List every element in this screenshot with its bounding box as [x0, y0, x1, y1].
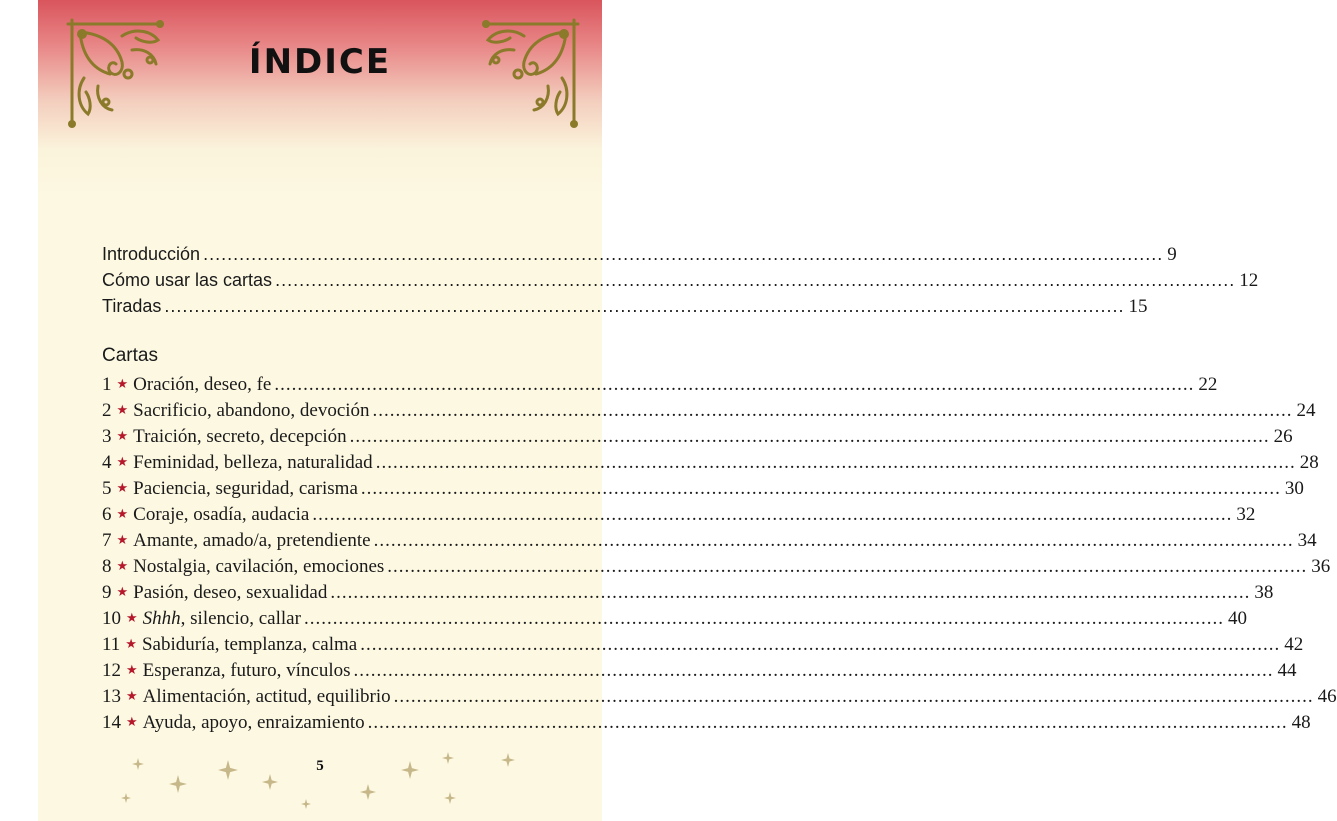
card-number: 11 — [102, 634, 121, 655]
card-label — [133, 425, 347, 449]
dot-leader: ................................................................................................................................................................ — [349, 426, 1270, 447]
toc-entry-page: 9 — [1167, 244, 1177, 265]
card-number: 5 — [102, 478, 112, 499]
card-page: 26 — [1273, 426, 1293, 447]
card-page: 28 — [1299, 452, 1319, 473]
card-label — [133, 555, 384, 579]
page-title: ÍNDICE — [248, 42, 392, 82]
card-label — [133, 503, 309, 527]
red-star-icon: ★ — [116, 454, 129, 469]
card-entry[interactable] — [102, 477, 1304, 501]
dot-leader: ................................................................................................................................................................ — [360, 478, 1281, 499]
red-star-icon: ★ — [116, 558, 129, 573]
card-label — [133, 373, 271, 397]
toc-entry-page: 15 — [1128, 296, 1148, 317]
card-page: 22 — [1198, 374, 1218, 395]
dot-leader: ................................................................................................................................................................ — [203, 244, 1164, 264]
red-star-icon: ★ — [116, 376, 129, 391]
gold-star-icon — [442, 752, 454, 764]
card-number: 13 — [102, 686, 121, 707]
gold-star-icon — [360, 784, 376, 800]
card-page: 24 — [1296, 400, 1316, 421]
card-label — [143, 607, 301, 631]
dot-leader: ................................................................................................................................................................ — [275, 270, 1236, 290]
red-star-icon: ★ — [126, 688, 138, 703]
dot-leader: ................................................................................................................................................................ — [367, 712, 1288, 733]
card-number: 12 — [102, 660, 121, 681]
gold-star-icon — [262, 774, 278, 790]
card-label-text: Sabiduría, templanza, calma — [141, 634, 358, 655]
card-entry[interactable] — [102, 581, 1274, 605]
gold-star-icon — [121, 793, 131, 803]
gold-star-icon — [501, 753, 515, 767]
card-label-text: , silencio, callar — [180, 608, 301, 629]
card-entry[interactable] — [102, 425, 1293, 449]
card-number: 9 — [102, 582, 112, 603]
dot-leader: ................................................................................................................................................................ — [373, 530, 1294, 551]
dot-leader: ................................................................................................................................................................ — [330, 582, 1251, 603]
toc-entry[interactable] — [102, 268, 1259, 292]
card-label — [133, 477, 358, 501]
card-number: 8 — [102, 556, 112, 577]
card-number: 10 — [102, 608, 121, 629]
dot-leader: ................................................................................................................................................................ — [372, 400, 1293, 421]
card-number: 6 — [102, 504, 112, 525]
card-label-text: Esperanza, futuro, vínculos — [142, 660, 351, 681]
red-star-icon: ★ — [126, 714, 138, 729]
card-page: 48 — [1291, 712, 1311, 733]
card-entry[interactable] — [102, 659, 1297, 683]
card-label-text: Sacrificio, abandono, devoción — [133, 400, 370, 421]
card-label-text: Alimentación, actitud, equilibrio — [142, 686, 391, 707]
card-label — [143, 711, 365, 735]
red-star-icon: ★ — [116, 480, 129, 495]
card-page: 38 — [1254, 582, 1274, 603]
dot-leader: ................................................................................................................................................................ — [303, 608, 1224, 629]
card-entry[interactable] — [102, 529, 1317, 553]
toc-entry-label: Introducción — [102, 244, 201, 264]
card-page: 30 — [1284, 478, 1304, 499]
dot-leader: ................................................................................................................................................................ — [393, 686, 1314, 707]
card-page: 36 — [1311, 556, 1331, 577]
dot-leader: ................................................................................................................................................................ — [164, 296, 1125, 316]
toc-entry-label: Tiradas — [102, 296, 162, 316]
card-label-text: Coraje, osadía, audacia — [133, 504, 310, 525]
gold-stars-decoration-icon — [38, 740, 602, 821]
gold-star-icon — [444, 792, 456, 804]
card-label — [133, 581, 327, 605]
card-label — [143, 659, 351, 683]
red-star-icon: ★ — [116, 402, 129, 417]
red-star-icon: ★ — [126, 662, 138, 677]
card-page: 44 — [1277, 660, 1297, 681]
card-number: 3 — [102, 426, 112, 447]
card-number: 14 — [102, 712, 121, 733]
card-label-text: Oración, deseo, fe — [133, 374, 272, 395]
card-label — [143, 685, 391, 709]
card-entry[interactable] — [102, 685, 1337, 709]
card-page: 32 — [1236, 504, 1256, 525]
card-entry[interactable] — [102, 555, 1331, 579]
gold-star-icon — [218, 760, 238, 780]
section-heading-cartas: Cartas — [102, 345, 158, 366]
card-label — [133, 529, 370, 553]
card-page: 40 — [1227, 608, 1247, 629]
red-star-icon: ★ — [116, 506, 129, 521]
toc-entry-label: Cómo usar las cartas — [102, 270, 273, 290]
card-page: 42 — [1284, 634, 1304, 655]
red-star-icon: ★ — [126, 610, 138, 625]
card-page: 46 — [1317, 686, 1337, 707]
card-entry[interactable] — [102, 711, 1311, 735]
gold-star-icon — [401, 761, 419, 779]
toc-entry[interactable] — [102, 242, 1177, 266]
card-label-text: Nostalgia, cavilación, emociones — [133, 556, 385, 577]
page-number: 5 — [316, 758, 324, 774]
dot-leader: ................................................................................................................................................................ — [353, 660, 1274, 681]
gold-star-icon — [301, 799, 311, 809]
card-number: 1 — [102, 374, 112, 395]
card-label-text: Pasión, deseo, sexualidad — [133, 582, 328, 603]
dot-leader: ................................................................................................................................................................ — [375, 452, 1296, 473]
card-entry[interactable] — [102, 373, 1218, 397]
card-page: 34 — [1297, 530, 1317, 551]
red-star-icon: ★ — [116, 428, 129, 443]
book-page — [38, 0, 1337, 821]
card-label-text: Paciencia, seguridad, carisma — [133, 478, 358, 499]
card-entry[interactable] — [102, 451, 1319, 475]
gold-star-icon — [132, 758, 144, 770]
dot-leader: ................................................................................................................................................................ — [360, 634, 1281, 655]
red-star-icon: ★ — [116, 584, 129, 599]
toc-entry-page: 12 — [1239, 270, 1259, 291]
card-label-text: Amante, amado/a, pretendiente — [133, 530, 371, 551]
card-label — [133, 399, 369, 423]
card-entry[interactable] — [102, 607, 1247, 631]
card-number: 2 — [102, 400, 112, 421]
card-entry[interactable] — [102, 399, 1316, 423]
dot-leader: ................................................................................................................................................................ — [274, 374, 1195, 395]
red-star-icon: ★ — [116, 532, 129, 547]
card-label — [142, 633, 357, 657]
dot-leader: ................................................................................................................................................................ — [312, 504, 1233, 525]
card-number: 7 — [102, 530, 112, 551]
toc-entry[interactable] — [102, 294, 1148, 318]
card-label-text: Traición, secreto, decepción — [133, 426, 347, 447]
card-label — [133, 451, 373, 475]
dot-leader: ................................................................................................................................................................ — [387, 556, 1308, 577]
card-entry[interactable] — [102, 503, 1256, 527]
red-star-icon: ★ — [125, 636, 137, 651]
card-label-italic: Shhh — [142, 608, 181, 629]
card-label-text: Feminidad, belleza, naturalidad — [133, 452, 373, 473]
gold-star-icon — [169, 775, 187, 793]
card-label-text: Ayuda, apoyo, enraizamiento — [142, 712, 365, 733]
card-entry[interactable] — [102, 633, 1304, 657]
card-number: 4 — [102, 452, 112, 473]
